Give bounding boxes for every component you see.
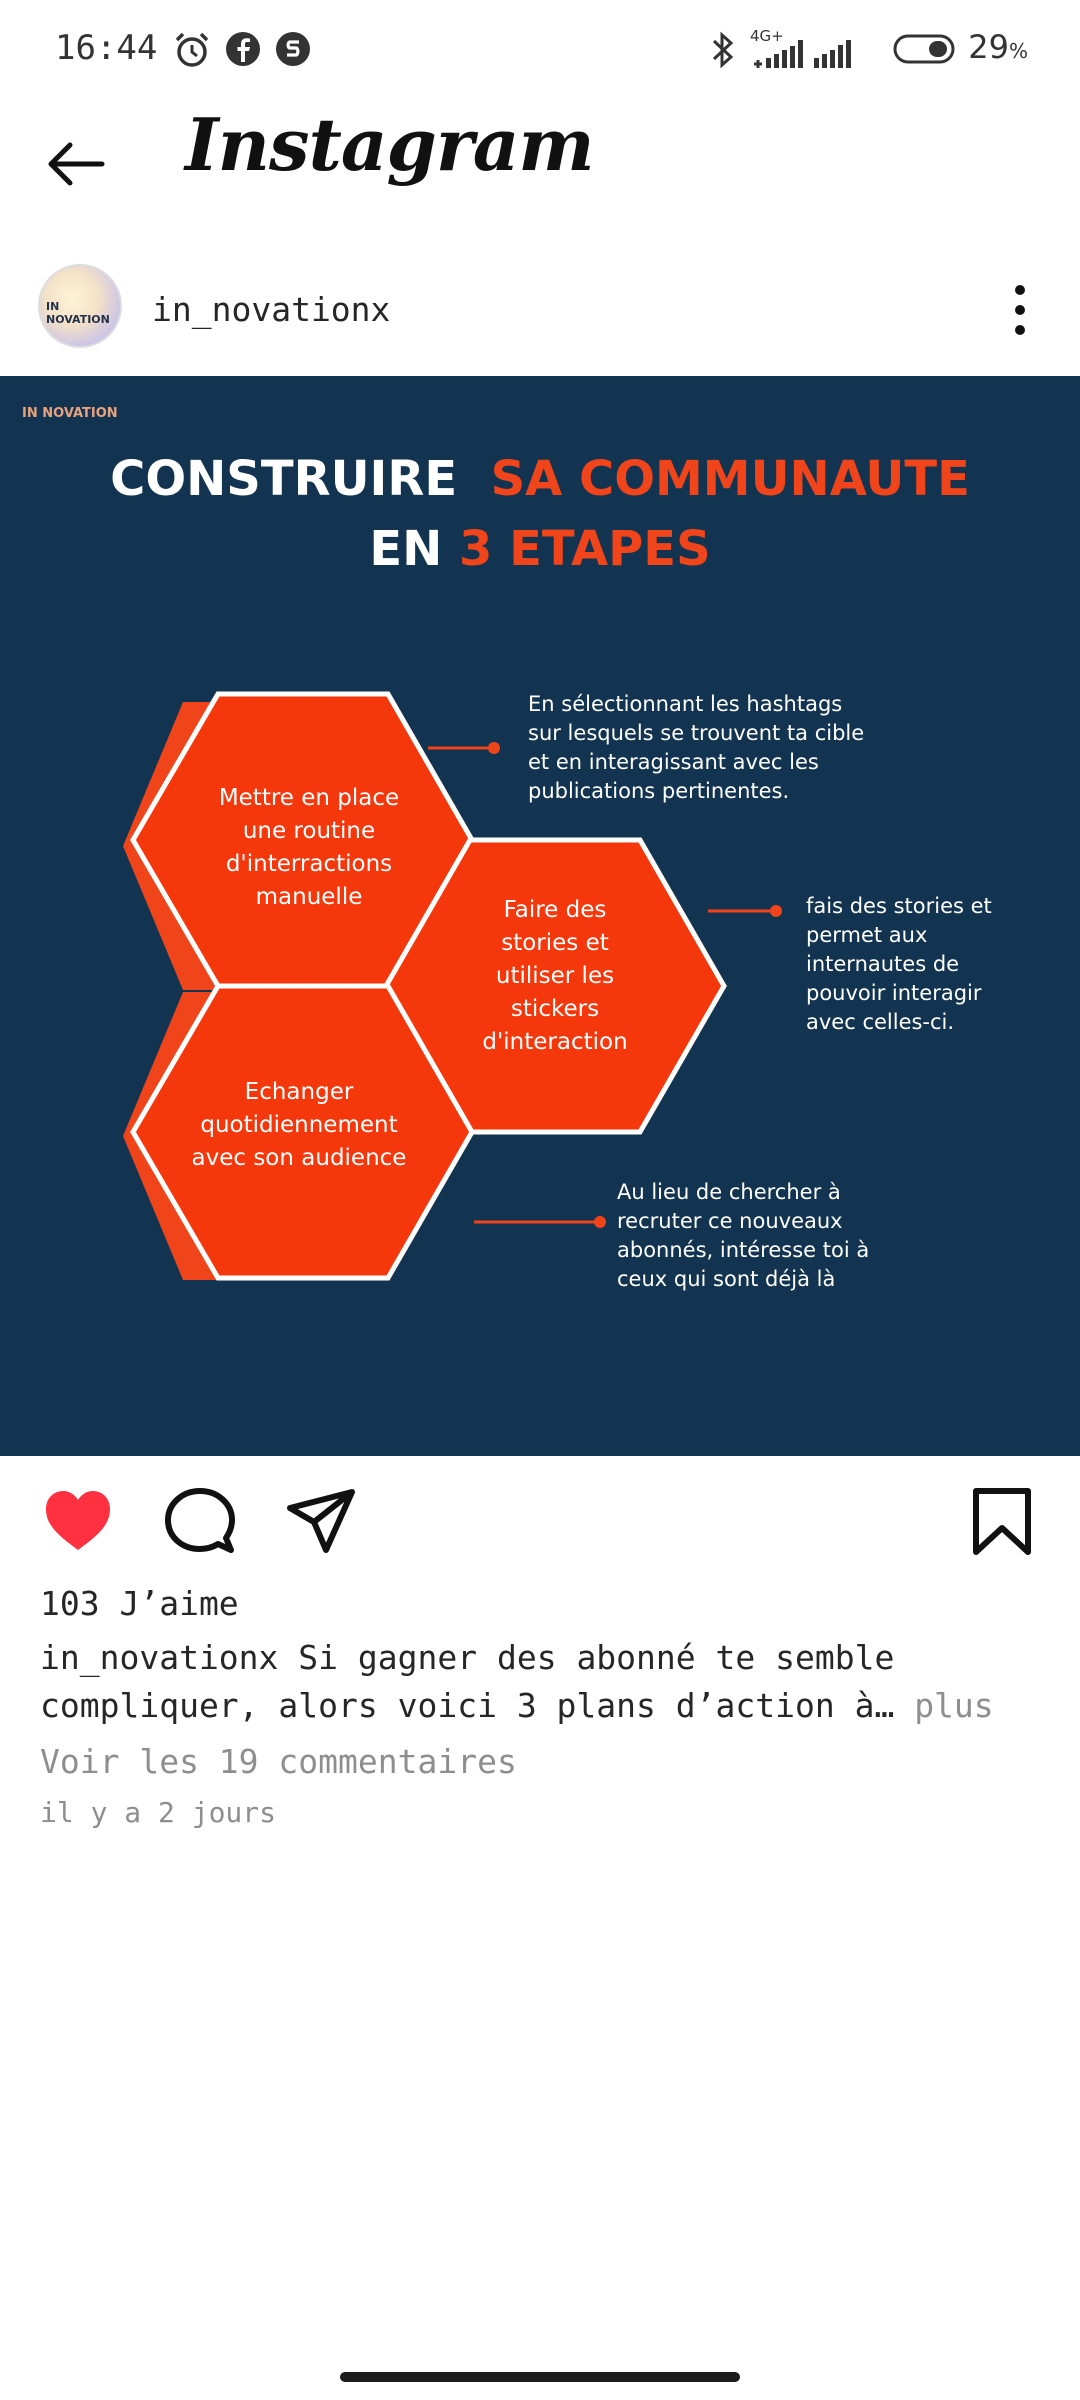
caption-username[interactable]: in_novationx — [40, 1638, 279, 1677]
facebook-icon — [224, 30, 262, 68]
avatar-logo-text: IN NOVATION — [46, 300, 110, 326]
view-comments-link[interactable]: Voir les 19 commentaires — [40, 1742, 517, 1781]
status-bar — [0, 0, 1080, 100]
post-caption — [40, 1634, 1050, 1730]
home-indicator[interactable] — [340, 2372, 740, 2382]
network-type: 4G+ — [750, 27, 784, 45]
post-header — [0, 250, 1080, 370]
caption-more-link[interactable]: plus — [914, 1686, 994, 1725]
more-options-icon[interactable] — [1000, 280, 1040, 340]
hex-label-routine: Mettre en place une routine d'interractions manuelle — [218, 785, 400, 910]
avatar[interactable] — [38, 264, 122, 348]
post-image[interactable] — [0, 376, 1080, 1456]
battery-icon — [893, 33, 959, 65]
battery-level: 29% — [968, 28, 1028, 66]
app-header — [0, 100, 1080, 230]
note-stories: fais des stories et permet aux internautes de pouvoir interagir avec celles-ci. — [806, 894, 992, 1034]
back-arrow-icon[interactable] — [40, 128, 112, 200]
post-username[interactable]: in_novationx — [152, 290, 391, 329]
image-title: CONSTRUIRE SA COMMUNAUTE EN 3 ETAPES — [110, 451, 970, 577]
signal-icon — [752, 30, 862, 70]
status-time: 16:44 — [55, 28, 158, 68]
hex-label-stories: Faire des stories et utiliser les stickers d'interaction — [482, 897, 628, 1055]
post-time: il y a 2 jours — [40, 1796, 277, 1829]
image-brand-logo: IN NOVATION — [22, 406, 118, 421]
likes-count[interactable]: 103 J’aime — [40, 1584, 239, 1623]
note-hashtags: En sélectionnant les hashtags sur lesquels se trouvent ta cible et en interagissant avec les publications pertinentes. — [528, 692, 865, 803]
save-bookmark-icon[interactable] — [966, 1486, 1038, 1558]
post-actions — [0, 1466, 1080, 1576]
note-audience: Au lieu de chercher à recruter ce nouveaux abonnés, intéresse toi à ceux qui sont déjà là — [617, 1180, 870, 1291]
comment-icon[interactable] — [164, 1486, 236, 1558]
hex-label-echanger: Echanger quotidiennement avec son audience — [191, 1079, 407, 1171]
alarm-icon — [172, 30, 212, 70]
caption-text: Si gagner des abonné te semble compliquer, alors voici 3 plans d’action à… — [40, 1638, 895, 1725]
share-send-icon[interactable] — [286, 1486, 358, 1558]
app-s-icon — [274, 30, 312, 68]
like-heart-icon[interactable] — [42, 1486, 114, 1558]
bluetooth-icon — [708, 30, 738, 70]
instagram-logo: Instagram — [185, 102, 594, 187]
